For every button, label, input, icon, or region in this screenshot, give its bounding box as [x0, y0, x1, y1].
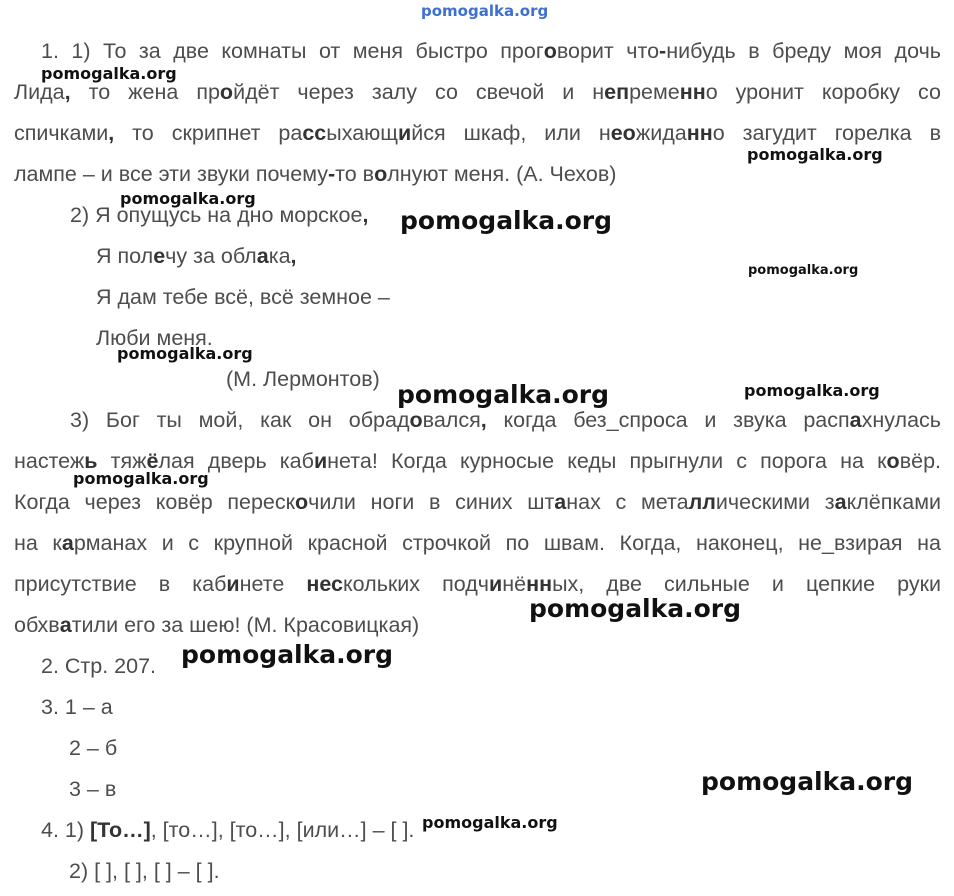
answer-4-item-1: 4. 1) [То…], [то…], [то…], [или…] – [ ]. — [41, 818, 415, 842]
watermark: pomogalka.org — [744, 381, 880, 400]
poem-line-4: Люби меня. — [96, 326, 213, 350]
paragraph-1-line-2: Лида, то жена пройдёт через залу со свечой и непременно уронит коробку со — [14, 80, 941, 104]
poem-author: (М. Лермонтов) — [226, 367, 380, 391]
paragraph-1-line-1: 1. 1) То за две комнаты от меня быстро проговорит что-нибудь в бреду моя дочь — [41, 39, 941, 63]
watermark: pomogalka.org — [422, 813, 558, 832]
watermark: pomogalka.org — [181, 640, 394, 669]
paragraph-3-line-1: 3) Бог ты мой, как он обрадовался, когда без_спроса и звука распахнулась — [70, 408, 941, 432]
paragraph-3-line-2: настежь тяжёлая дверь кабинета! Когда курносые кеды прыгнули с порога на ковёр. — [14, 449, 941, 473]
paragraph-3-line-4: на карманах и с крупной красной строчкой по швам. Когда, наконец, не_взирая на — [14, 531, 941, 555]
watermark: pomogalka.org — [73, 469, 209, 488]
watermark: pomogalka.org — [400, 206, 613, 235]
answer-3-item-1: 3. 1 – а — [41, 695, 113, 719]
paragraph-3-line-6: обхватили его за шею! (М. Красовицкая) — [14, 613, 420, 637]
header-watermark: pomogalka.org — [421, 2, 549, 20]
paragraph-1-line-4: лампе – и все эти звуки почему-то волнуют меня. (А. Чехов) — [14, 162, 617, 186]
paragraph-1-line-3: спичками, то скрипнет рассыхающийся шкаф, или неожиданно загудит горелка в — [14, 121, 941, 145]
answer-4-item-2: 2) [ ], [ ], [ ] – [ ]. — [69, 859, 220, 883]
watermark: pomogalka.org — [747, 145, 883, 164]
watermark: pomogalka.org — [397, 380, 610, 409]
poem-line-2: Я полечу за облака, — [96, 244, 297, 268]
watermark: pomogalka.org — [529, 594, 742, 623]
poem-line-3: Я дам тебе всё, всё земное – — [96, 285, 390, 309]
watermark: pomogalka.org — [117, 344, 253, 363]
watermark: pomogalka.org — [41, 64, 177, 83]
paragraph-3-line-3: Когда через ковёр перескочили ноги в синих штанах с металлическими заклёпками — [14, 490, 941, 514]
watermark: pomogalka.org — [120, 189, 256, 208]
watermark: pomogalka.org — [748, 263, 859, 278]
watermark: pomogalka.org — [701, 767, 914, 796]
answer-3-item-3: 3 – в — [69, 777, 117, 801]
answer-2: 2. Стр. 207. — [41, 654, 157, 678]
poem-line-1: 2) Я опущусь на дно морское, — [70, 203, 369, 227]
paragraph-3-line-5: присутствие в кабинете нескольких подчинённых, две сильные и цепкие руки — [14, 572, 941, 596]
answer-3-item-2: 2 – б — [69, 736, 118, 760]
